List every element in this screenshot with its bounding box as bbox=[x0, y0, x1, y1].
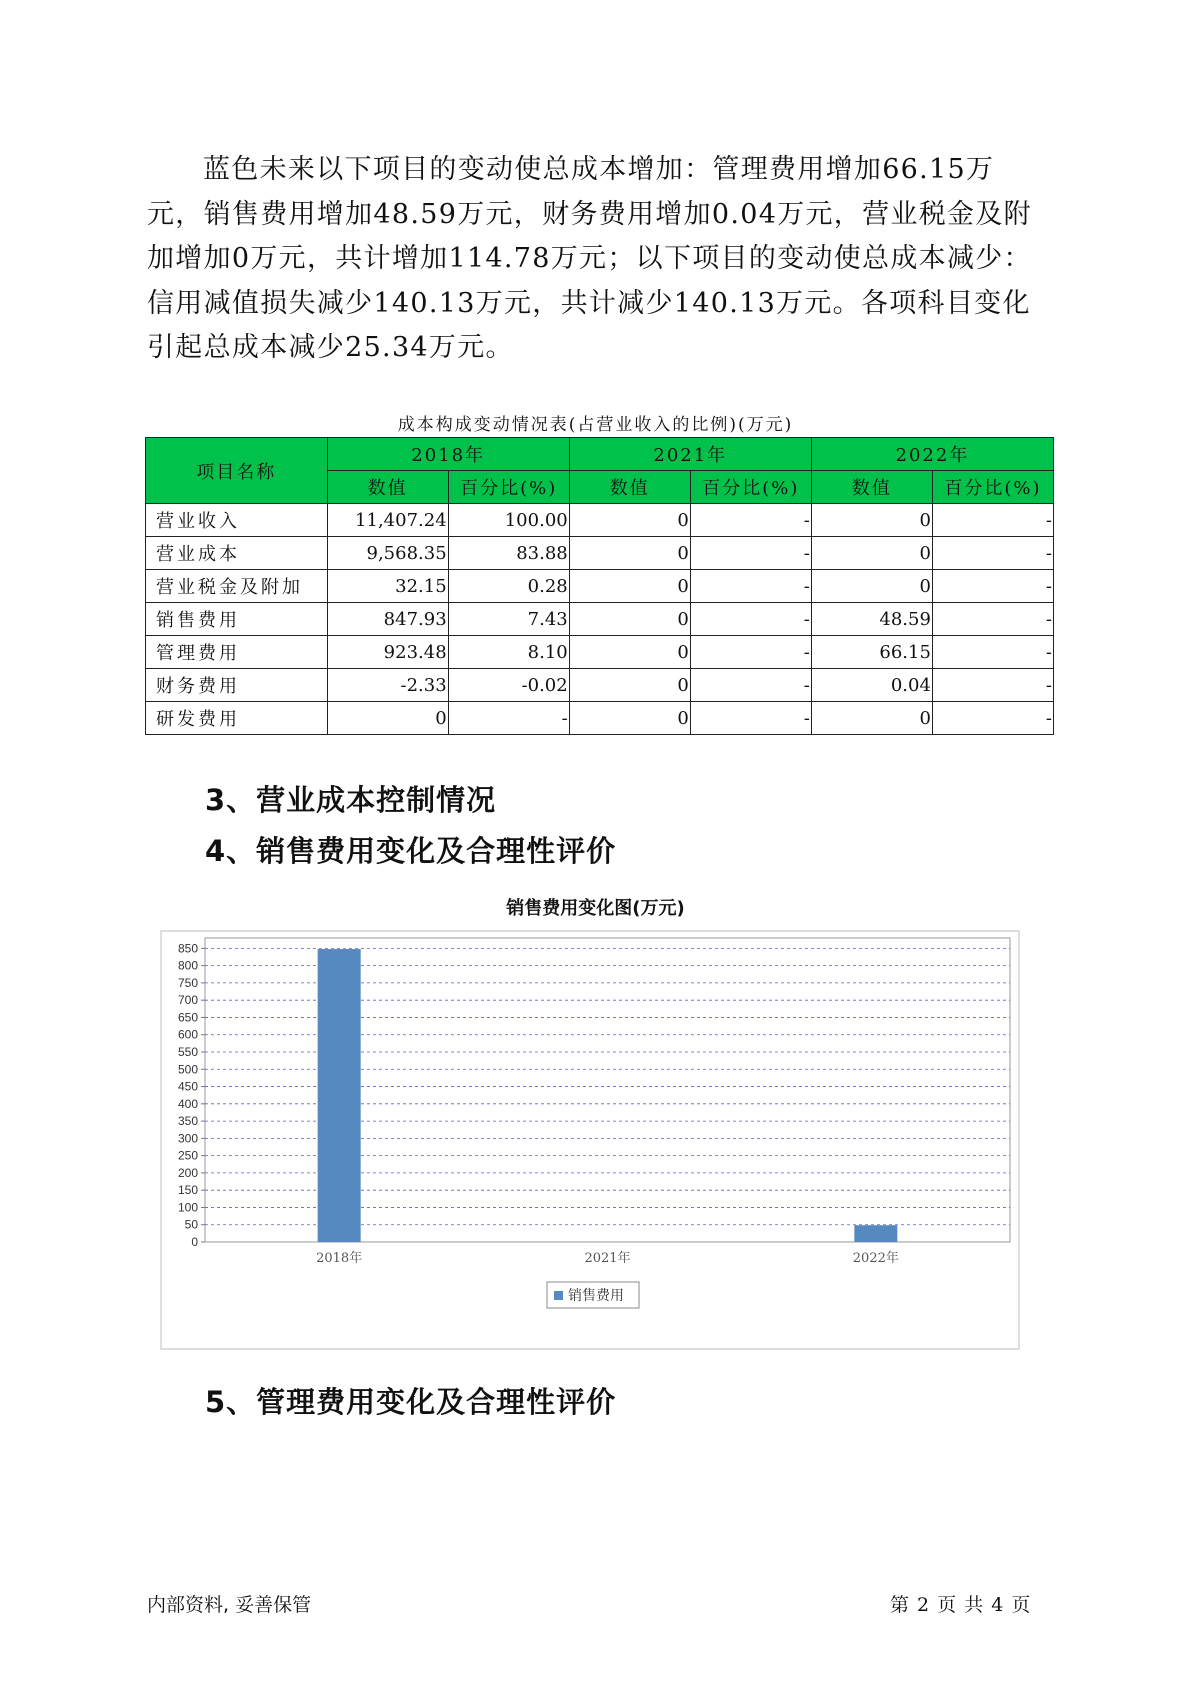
header-value: 数值 bbox=[569, 471, 690, 504]
y-tick-label: 50 bbox=[184, 1217, 198, 1232]
cell-percent: - bbox=[932, 537, 1053, 570]
cell-value: 0.04 bbox=[811, 669, 932, 702]
table-row bbox=[146, 669, 1054, 702]
header-value: 数值 bbox=[811, 471, 932, 504]
y-tick-label: 500 bbox=[177, 1062, 198, 1077]
cell-percent: 8.10 bbox=[448, 636, 569, 669]
cell-percent: - bbox=[932, 603, 1053, 636]
section-heading-4: 4、销售费用变化及合理性评价 bbox=[205, 834, 617, 868]
cell-value: 0 bbox=[327, 702, 448, 735]
y-tick-label: 600 bbox=[177, 1027, 198, 1042]
cell-value: 66.15 bbox=[811, 636, 932, 669]
header-year: 2018年 bbox=[327, 438, 569, 471]
header-percent: 百分比(%) bbox=[448, 471, 569, 504]
cell-percent: - bbox=[690, 603, 811, 636]
y-tick-label: 200 bbox=[177, 1165, 198, 1180]
cell-value: -2.33 bbox=[327, 669, 448, 702]
cell-percent: - bbox=[932, 636, 1053, 669]
header-year: 2022年 bbox=[811, 438, 1053, 471]
y-tick-label: 650 bbox=[177, 1010, 198, 1025]
header-value: 数值 bbox=[327, 471, 448, 504]
y-tick-label: 750 bbox=[177, 975, 198, 990]
header-year: 2021年 bbox=[569, 438, 811, 471]
row-item-name: 营业收入 bbox=[146, 504, 328, 537]
chart-title: 销售费用变化图(万元) bbox=[506, 898, 685, 919]
cell-percent: 83.88 bbox=[448, 537, 569, 570]
cell-value: 11,407.24 bbox=[327, 504, 448, 537]
header-percent: 百分比(%) bbox=[932, 471, 1053, 504]
cell-value: 0 bbox=[569, 504, 690, 537]
cell-value: 923.48 bbox=[327, 636, 448, 669]
cell-value: 0 bbox=[569, 636, 690, 669]
y-tick-label: 350 bbox=[177, 1114, 198, 1129]
cell-value: 0 bbox=[569, 702, 690, 735]
cell-value: 0 bbox=[811, 504, 932, 537]
table-header-row-years bbox=[146, 438, 1054, 471]
header-percent: 百分比(%) bbox=[690, 471, 811, 504]
table-caption: 成本构成变动情况表(占营业收入的比例)(万元) bbox=[397, 415, 794, 435]
row-item-name: 营业成本 bbox=[146, 537, 328, 570]
cell-percent: - bbox=[932, 504, 1053, 537]
cell-percent: - bbox=[932, 570, 1053, 603]
cell-percent: 7.43 bbox=[448, 603, 569, 636]
cell-value: 0 bbox=[569, 570, 690, 603]
y-tick-label: 400 bbox=[177, 1096, 198, 1111]
y-tick-label: 850 bbox=[177, 941, 198, 956]
cell-value: 9,568.35 bbox=[327, 537, 448, 570]
x-tick-label: 2021年 bbox=[584, 1251, 631, 1266]
legend-label: 销售费用 bbox=[568, 1288, 624, 1304]
cell-percent: - bbox=[690, 570, 811, 603]
y-tick-label: 300 bbox=[177, 1131, 198, 1146]
table-row bbox=[146, 504, 1054, 537]
row-item-name: 研发费用 bbox=[146, 702, 328, 735]
cell-value: 0 bbox=[811, 537, 932, 570]
table-row bbox=[146, 570, 1054, 603]
cell-percent: - bbox=[690, 504, 811, 537]
row-item-name: 销售费用 bbox=[146, 603, 328, 636]
row-item-name: 财务费用 bbox=[146, 669, 328, 702]
y-tick-label: 250 bbox=[177, 1148, 198, 1163]
y-tick-label: 0 bbox=[191, 1235, 198, 1249]
bar bbox=[318, 949, 361, 1242]
x-tick-label: 2022年 bbox=[852, 1251, 899, 1266]
cell-percent: - bbox=[932, 702, 1053, 735]
table-row bbox=[146, 702, 1054, 735]
header-item-name: 项目名称 bbox=[146, 438, 328, 504]
cell-percent: - bbox=[690, 702, 811, 735]
y-tick-label: 150 bbox=[177, 1183, 198, 1198]
footer-page-number: 第 2 页 共 4 页 bbox=[890, 1594, 1032, 1616]
paragraph-text: 蓝色未来以下项目的变动使总成本增加：管理费用增加66.15万元，销售费用增加48.59万元，财务费用增加0.04万元，营业税金及附加增加0万元，共计增加114.78万元；以下项目的变动使总成本减少：信用减值损失减少140.13万元，共计减少140.13万元。各项科目变化引起总成本减少25.34万元。 bbox=[147, 154, 1032, 363]
cell-percent: -0.02 bbox=[448, 669, 569, 702]
cell-value: 48.59 bbox=[811, 603, 932, 636]
cell-percent: 100.00 bbox=[448, 504, 569, 537]
sales-expense-bar-chart bbox=[160, 930, 1020, 1350]
cell-value: 0 bbox=[569, 603, 690, 636]
footer-confidential-note: 内部资料, 妥善保管 bbox=[147, 1594, 312, 1616]
row-item-name: 营业税金及附加 bbox=[146, 570, 328, 603]
cell-percent: - bbox=[690, 636, 811, 669]
cell-value: 0 bbox=[811, 702, 932, 735]
y-tick-label: 100 bbox=[177, 1200, 198, 1215]
table-row bbox=[146, 636, 1054, 669]
cell-percent: - bbox=[448, 702, 569, 735]
section-heading-5: 5、管理费用变化及合理性评价 bbox=[205, 1385, 617, 1419]
cell-value: 0 bbox=[569, 669, 690, 702]
y-tick-label: 450 bbox=[177, 1079, 198, 1094]
y-tick-label: 700 bbox=[177, 993, 198, 1008]
table-row bbox=[146, 537, 1054, 570]
x-tick-label: 2018年 bbox=[316, 1251, 363, 1266]
row-item-name: 管理费用 bbox=[146, 636, 328, 669]
legend-swatch bbox=[554, 1291, 563, 1300]
y-tick-label: 800 bbox=[177, 958, 198, 973]
cell-percent: - bbox=[690, 669, 811, 702]
bar bbox=[854, 1225, 897, 1242]
cell-value: 0 bbox=[569, 537, 690, 570]
y-tick-label: 550 bbox=[177, 1045, 198, 1059]
cost-structure-table bbox=[145, 437, 1054, 735]
cell-value: 32.15 bbox=[327, 570, 448, 603]
section-heading-3: 3、营业成本控制情况 bbox=[205, 783, 497, 817]
cell-value: 0 bbox=[811, 570, 932, 603]
cell-percent: - bbox=[690, 537, 811, 570]
table-row bbox=[146, 603, 1054, 636]
analysis-paragraph bbox=[147, 148, 1047, 371]
cell-percent: 0.28 bbox=[448, 570, 569, 603]
cell-value: 847.93 bbox=[327, 603, 448, 636]
cell-percent: - bbox=[932, 669, 1053, 702]
